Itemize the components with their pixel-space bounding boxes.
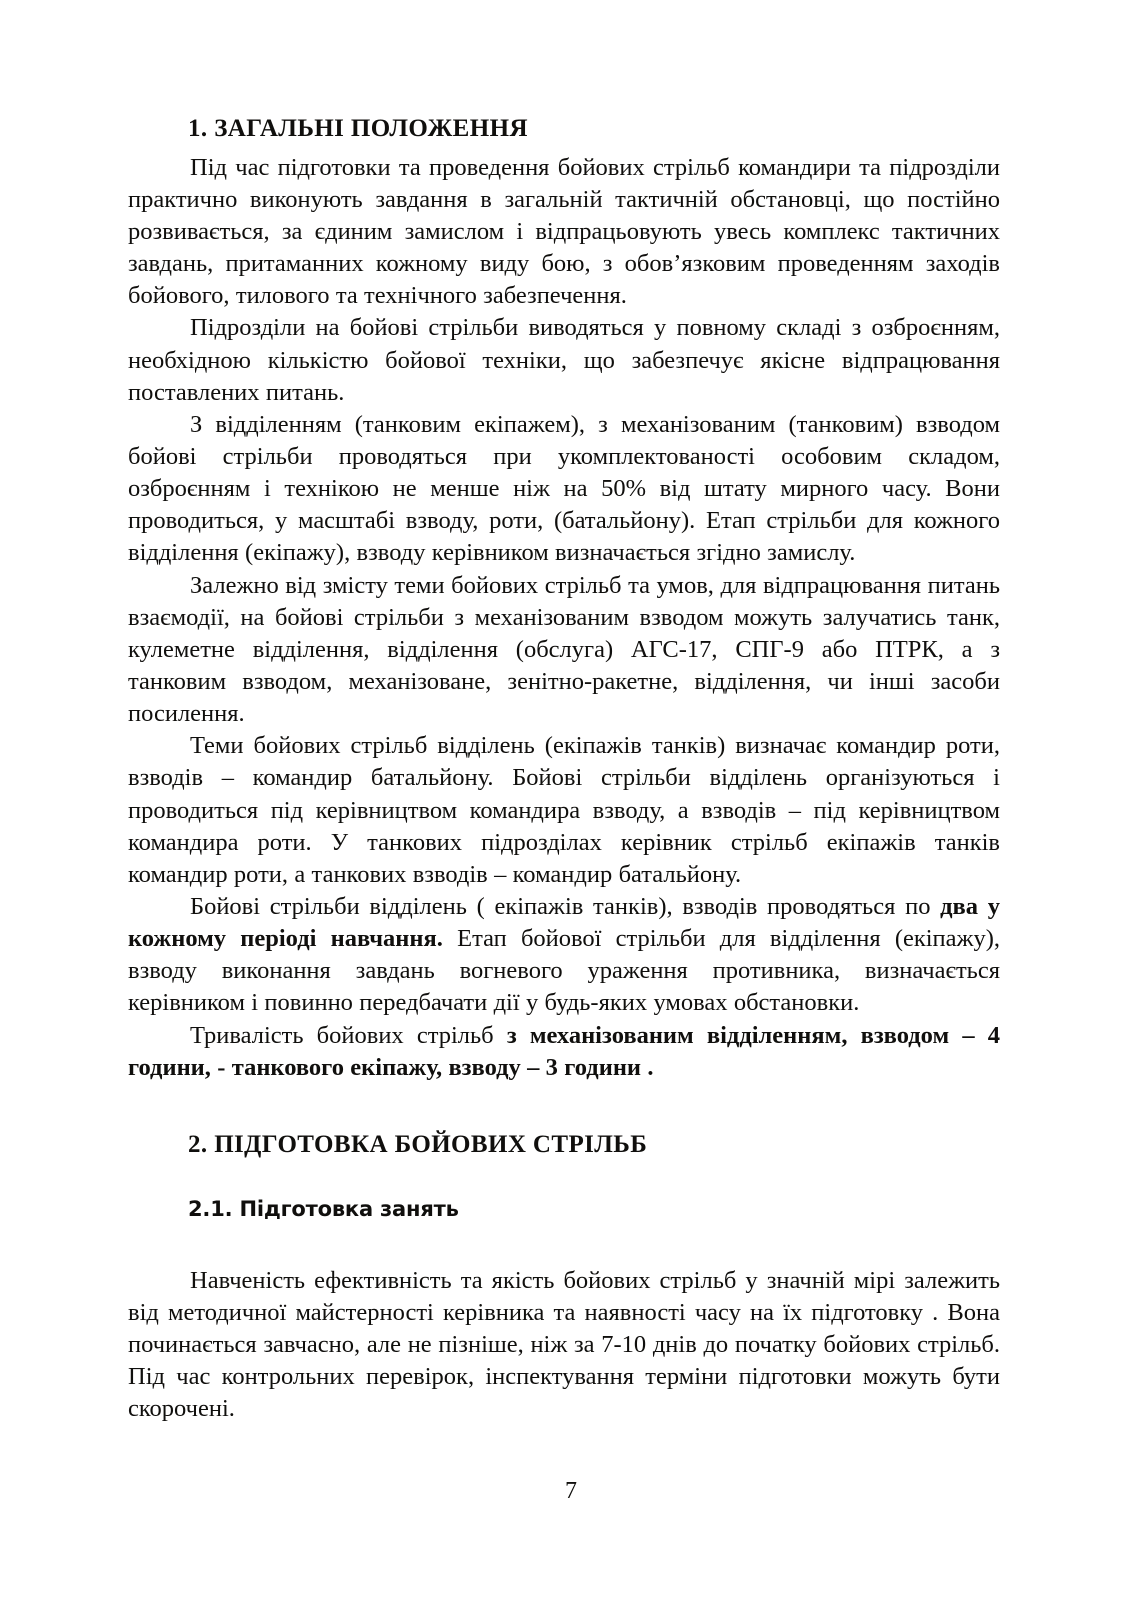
text-run: Бойові стрільби відділень ( екіпажів танків), взводів проводяться по bbox=[190, 892, 941, 920]
paragraph-2-1 bbox=[128, 1265, 1000, 1426]
paragraph-1-2 bbox=[128, 312, 1000, 408]
paragraph-1-7 bbox=[128, 1020, 1000, 1084]
page-number: 7 bbox=[565, 1478, 577, 1504]
paragraph-1-3 bbox=[128, 409, 1000, 570]
text-run: Навченість ефективність та якість бойових стрільб у значній мірі залежить від методичної майстерності керівника та наявності часу на їх підготовку . Вона починається завчасно, але не пізніше, ніж за 7-10 днів до початку бойових стрільб. Під час контрольних перевірок, інспектування терміни підготовки можуть бути скорочені. bbox=[128, 1266, 1000, 1423]
subsection-heading-2-1: 2.1. Підготовка занять bbox=[188, 1196, 459, 1221]
section-heading-2: 2. ПІДГОТОВКА БОЙОВИХ СТРІЛЬБ bbox=[188, 1130, 648, 1158]
paragraph-1-6 bbox=[128, 891, 1000, 1020]
text-run-bold: з механізованим відділенням, взводом – 4 години, - танкового екіпажу, взводу – 3 години . bbox=[128, 1021, 1000, 1081]
text-run-bold: два у кожному періоді навчання. bbox=[128, 892, 1000, 953]
paragraph-1-5 bbox=[128, 730, 1000, 891]
text-run: Залежно від змісту теми бойових стрільб та умов, для відпрацювання питань взаємодії, на бойові стрільби з механізованим взводом можуть залучатись танк, кулеметне відділення, відділення (обслуга) АГС-17, СПГ-9 або ПТРК, а з танковим взводом, механізоване, зенітно-ракетне, відділення, чи інші засоби посилення. bbox=[128, 571, 1000, 728]
text-run: Тривалість бойових стрільб bbox=[190, 1021, 507, 1049]
text-run: Під час підготовки та проведення бойових стрільб командири та підрозділи практично виконують завдання в загальній тактичній обстановці, що постійно розвивається, за єдиним замислом і відпрацьовують увесь комплекс тактичних завдань, притаманних кожному виду бою, з обов’язковим проведенням заходів бойового, тилового та технічного забезпечення. bbox=[128, 153, 1000, 310]
paragraph-1-1 bbox=[128, 152, 1000, 313]
text-run: З відділенням (танковим екіпажем), з механізованим (танковим) взводом бойові стрільби проводяться при укомплектованості особовим складом, озброєнням і технікою не менше ніж на 50% від штату мирного часу. Вони проводиться, у масштабі взводу, роти, (батальйону). Етап стрільби для кожного відділення (екіпажу), взводу керівником визначається згідно замислу. bbox=[128, 410, 1000, 567]
section-heading-1: 1. ЗАГАЛЬНІ ПОЛОЖЕННЯ bbox=[188, 115, 528, 142]
paragraph-1-4 bbox=[128, 570, 1000, 731]
text-run: Теми бойових стрільб відділень (екіпажів танків) визначає командир роти, взводів – командир батальйону. Бойові стрільби відділень організуються і проводиться під керівництвом командира взводу, а взводів – під керівництвом командира роти. У танкових підрозділах керівник стрільб екіпажів танків командир роти, а танкових взводів – командир батальйону. bbox=[128, 732, 1000, 888]
text-run: Етап бойової стрільби для відділення (екіпажу), взводу виконання завдань вогневого ураження противника, визначається керівником і повинно передбачати дії у будь-яких умовах обстановки. bbox=[128, 925, 1001, 1017]
text-run: Підрозділи на бойові стрільби виводяться у повному складі з озброєнням, необхідною кількістю бойової техніки, що забезпечує якісне відпрацювання поставлених питань. bbox=[128, 314, 1000, 406]
page-content bbox=[128, 112, 1000, 1426]
